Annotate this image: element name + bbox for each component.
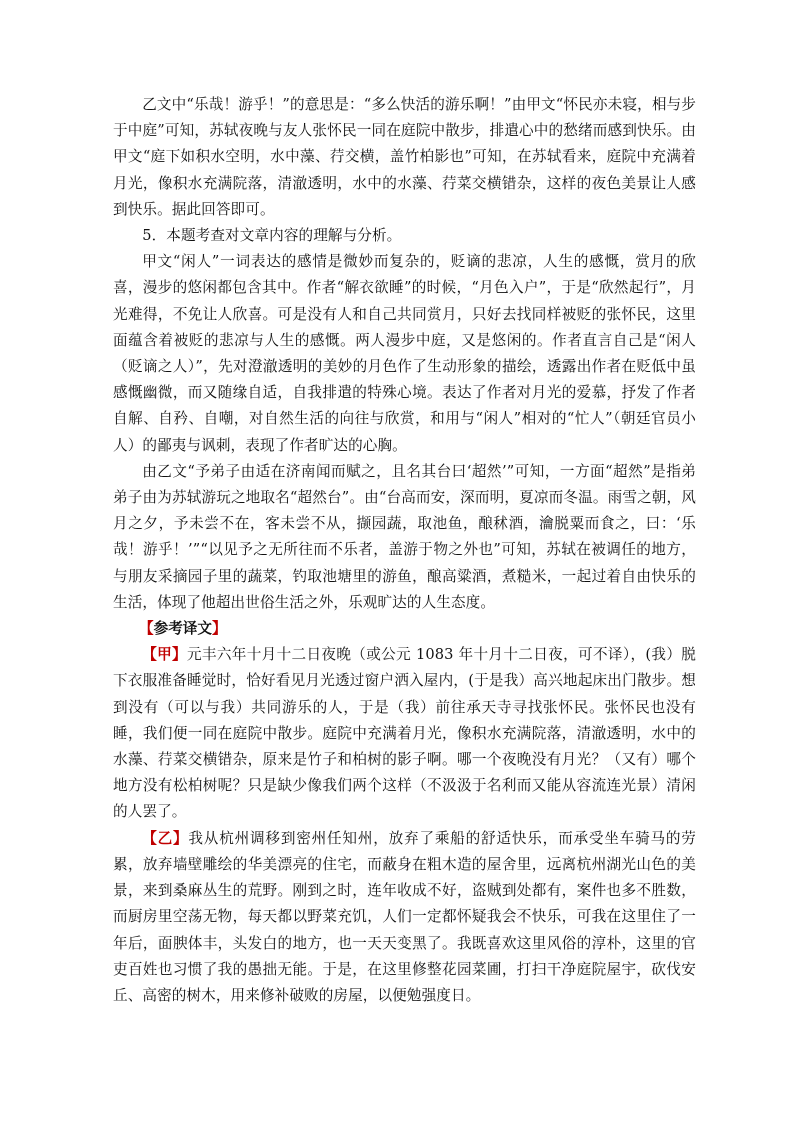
reference-translation-heading xyxy=(113,616,696,642)
answer-paragraph-1: 乙文中“乐哉！游乎！”的意思是：“多么快活的游乐啊！”由甲文“怀民亦未寝，相与步于中庭”可知，苏轼夜晚与友人张怀民一同在庭院中散步，排遣心中的愁绪而感到快乐。由甲文“庭下如积水空明，水中藻、荇交横，盖竹柏影也”可知，在苏轼看来，庭院中充满着月光，像积水充满院落，清澈透明，水中的水藻、荇菜交横错杂，这样的夜色美景让人感到快乐。据此回答即可。 xyxy=(113,96,696,218)
translation-yi-mark: 【乙】 xyxy=(142,829,189,847)
translation-jia-text: 元丰六年十月十二日夜晚（或公元 1083 年十月十二日夜，可不译），(我）脱下衣服准备睡觉时，恰好看见月光透过窗户洒入屋内，(于是我）高兴地起床出门散步。想到没有（可以与我）共同游乐的人，于是（我）前往承天寺寻找张怀民。张怀民也没有睡，我们便一同在庭院中散步。庭院中充满着月光，像积水充满院落，清澈透明，水中的水藻、荇菜交横错杂，原来是竹子和柏树的影子啊。哪一个夜晚没有月光？（又有）哪个地方没有松柏树呢？只是缺少像我们两个这样（不汲汲于名利而又能从容流连光景）清闲的人罢了。 xyxy=(113,646,696,821)
translation-yi xyxy=(113,826,696,1009)
translation-jia xyxy=(113,642,696,825)
answer-paragraph-2: 甲文“闲人”一词表达的感情是微妙而复杂的，贬谪的悲凉，人生的感慨，赏月的欣喜，漫步的悠闲都包含其中。作者“解衣欲睡”的时候，“月色入户”，于是“欣然起行”，月光难得，不免让人欣喜。可是没有人和自己共同赏月，只好去找同样被贬的张怀民，这里面蕴含着被贬的悲凉与人生的感慨。两人漫步中庭，又是悠闲的。作者直言自己是“闲人（贬谪之人）”，先对澄澈透明的美妙的月色作了生动形象的描绘，透露出作者在贬低中虽感慨幽微，而又随缘自适，自我排遣的特殊心境。表达了作者对月光的爱慕，抒发了作者自解、自矜、自嘲，对自然生活的向往与欣赏，和用与“闲人”相对的“忙人”（朝廷官员小人）的鄙夷与讽刺，表现了作者旷达的心胸。 xyxy=(113,253,696,454)
question-5-heading: 5．本题考查对文章内容的理解与分析。 xyxy=(142,227,402,245)
answer-paragraph-3: 由乙文“予弟子由适在济南闻而赋之，且名其台曰‘超然’”可知，一方面“超然”是指弟弟子由为苏轼游玩之地取名“超然台”。由“台高而安，深而明，夏凉而冬温。雨雪之朝，风月之夕，予未尝不在，客未尝不从，撷园蔬，取池鱼，酿秫酒，瀹脱粟而食之，曰：‘乐哉！游乎！’”“以见予之无所往而不乐者，盖游于物之外也”可知，苏轼在被调任的地方，与朋友采摘园子里的蔬菜，钓取池塘里的游鱼，酿高粱酒，煮糙米，一起过着自由快乐的生活，体现了他超出世俗生活之外，乐观旷达的人生态度。 xyxy=(113,462,696,611)
heading-label: 参考译文 xyxy=(153,620,212,638)
document-page xyxy=(113,92,696,1009)
translation-yi-text: 我从杭州调移到密州任知州，放弃了乘船的舒适快乐，而承受坐车骑马的劳累，放弃墙壁雕绘的华美漂亮的住宅，而蔽身在粗木造的屋舍里，远离杭州湖光山色的美景，来到桑麻丛生的荒野。刚到之时，连年收成不好，盗贼到处都有，案件也多不胜数，而厨房里空荡无物，每天都以野菜充饥，人们一定都怀疑我会不快乐，可我在这里住了一年后，面腴体丰，头发白的地方，也一天天变黑了。我既喜欢这里风俗的淳朴，这里的官吏百姓也习惯了我的愚拙无能。于是，在这里修整花园菜圃，打扫干净庭院屋宇，砍伐安丘、高密的树木，用来修补破败的房屋，以便勉强度日。 xyxy=(113,829,696,1004)
translation-jia-mark: 【甲】 xyxy=(142,646,187,664)
heading-close-bracket: 】 xyxy=(212,620,227,638)
heading-open-bracket: 【 xyxy=(139,620,154,638)
